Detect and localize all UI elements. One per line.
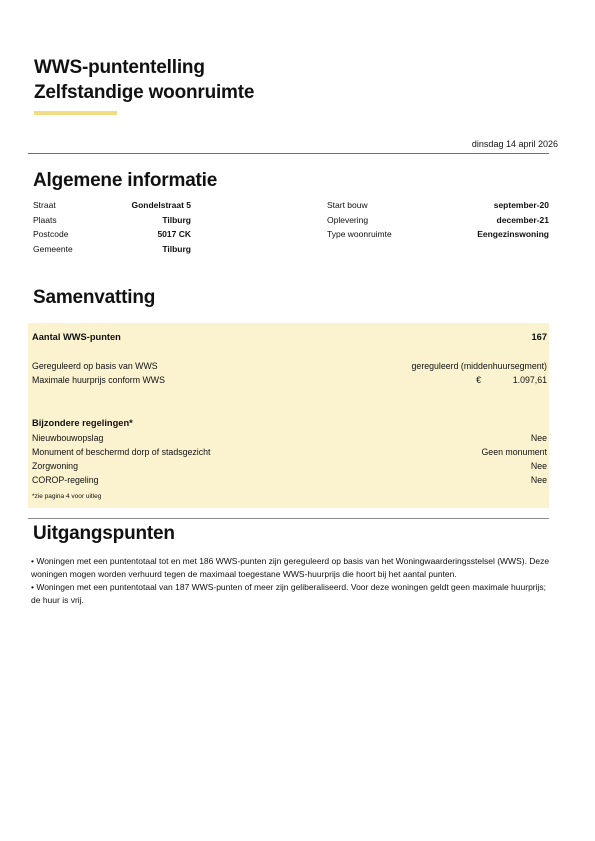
special-value: Nee [530,461,547,471]
footnote-text: *zie pagina 4 voor uitleg [32,493,102,500]
special-value: Geen monument [481,447,547,457]
info-label: Straat [33,200,56,210]
info-value: september-20 [493,200,549,210]
info-row [33,244,549,259]
special-label: Monument of beschermd dorp of stadsgezicht [32,447,211,457]
title-accent-bar [34,111,117,115]
info-label: Plaats [33,214,57,225]
points-value: 167 [531,332,547,342]
info-label: Postcode [33,229,69,239]
info-row [33,229,549,244]
info-label: Start bouw [327,200,368,210]
info-value: 5017 CK [157,229,191,239]
principle-item: • Woningen met een puntentotaal van 187 WWS-punten of meer zijn geliberaliseerd. Voor deze woningen geldt geen maximale huurprijs; de huur is vrij. [31,582,547,605]
points-label: Aantal WWS-punten [32,332,121,342]
special-value: Nee [530,433,547,443]
divider [28,518,549,519]
info-row [33,200,549,215]
info-label: Type woonruimte [327,229,392,239]
info-value: Eengezinswoning [477,229,549,239]
special-label: Zorgwoning [32,461,78,471]
max-rent-value: 1.097,61 [512,375,547,385]
principle-item: • Woningen met een puntentotaal tot en met 186 WWS-punten zijn gereguleerd op basis van het Woningwaarderingsstelsel (WWS). Deze woningen mogen worden verhuurd tegen de maximaal toegestane WWS-huurprijs die hoort bij het aantal punten. [31,556,550,579]
section-heading-principles: Uitgangspunten [33,523,175,544]
info-value: Gondelstraat 5 [131,200,191,210]
special-value: Nee [530,475,547,485]
divider [28,153,549,154]
max-rent-label: Maximale huurprijs conform WWS [32,375,165,385]
info-label: Oplevering [327,214,369,225]
special-label: Nieuwbouwopslag [32,433,104,443]
info-value: december-21 [496,214,549,225]
title-line-1: WWS-puntentelling [34,57,205,78]
title-line-2: Zelfstandige woonruimte [34,82,255,103]
report-date: dinsdag 14 april 2026 [471,139,558,149]
page-title [34,55,254,105]
principles-list [31,555,551,607]
summary-box [28,323,549,508]
info-label: Gemeente [33,243,73,254]
section-heading-summary: Samenvatting [33,287,156,308]
regulated-value: gereguleerd (middenhuursegment) [411,361,547,371]
section-heading-general: Algemene informatie [33,170,218,191]
special-label: COROP-regeling [32,475,99,485]
regulated-label: Gereguleerd op basis van WWS [32,361,158,371]
currency-symbol: € [476,375,481,385]
info-value: Tilburg [162,214,191,225]
info-row [33,215,549,230]
special-heading-text: Bijzondere regelingen* [32,418,133,428]
general-info-table [33,200,549,258]
info-value: Tilburg [162,243,191,254]
